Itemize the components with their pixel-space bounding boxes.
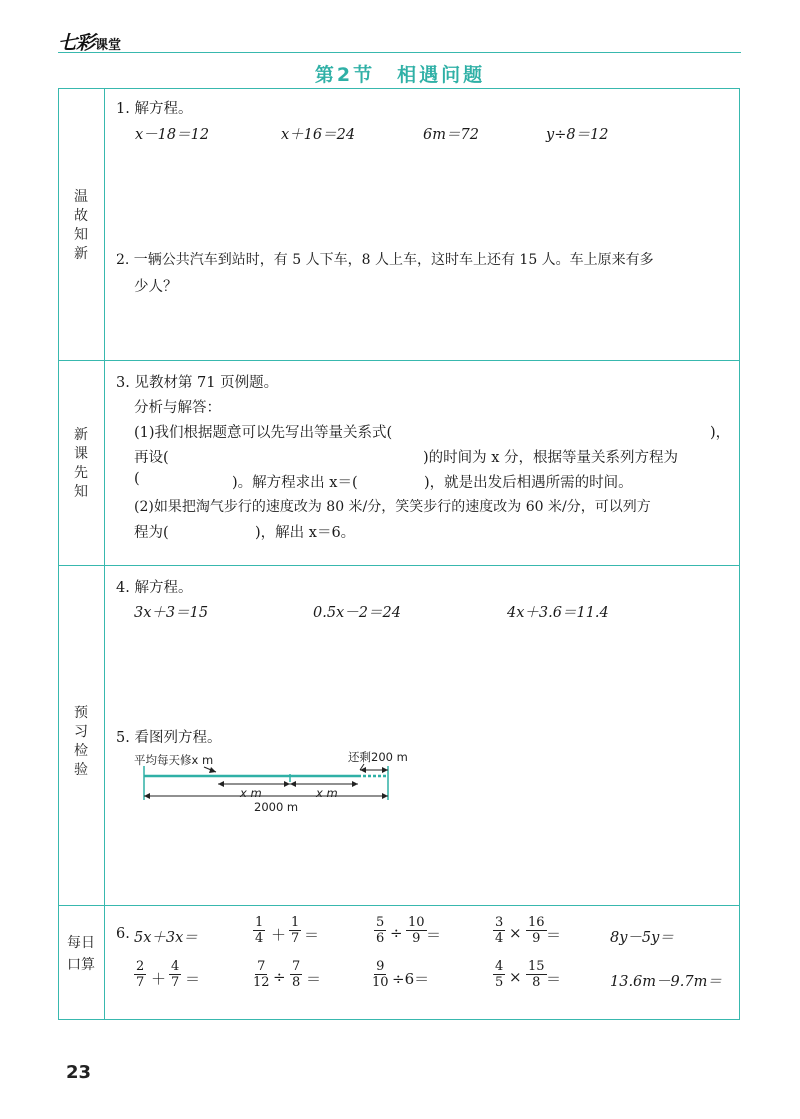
question-3-line: (1)我们根据题意可以先写出等量关系式( [134, 425, 393, 441]
line-segment-diagram [130, 750, 430, 820]
section-label-review: 温 故 知 新 [74, 189, 88, 262]
question-4-title: 4. 解方程。 [116, 580, 193, 596]
header-rule [58, 52, 741, 53]
calc-item: 13.6m－9.7m＝ [610, 974, 722, 990]
operator: ＝ [426, 926, 442, 944]
operator: ＋ [151, 970, 167, 988]
section-label-new-lesson: 新 课 先 知 [74, 427, 88, 500]
worksheet-frame [58, 88, 740, 1020]
operator: ÷6＝ [392, 970, 430, 988]
equation: y÷8＝12 [546, 127, 609, 143]
brand-logo: 七彩课堂 [58, 32, 122, 54]
question-3-subtitle: 分析与解答： [134, 400, 221, 416]
operator: ＋ [271, 926, 287, 944]
total-label: 2000 m [254, 800, 299, 814]
operator: ＝ [185, 970, 201, 988]
question-6-label: 6. [116, 926, 130, 942]
question-3-line: 程为( [134, 525, 169, 541]
question-3-line: )，解出 x＝6。 [255, 525, 356, 541]
question-3-line: )的时间为 x 分，根据等量关系列方程为 [423, 450, 679, 466]
question-3-title: 3. 见教材第 71 页例题。 [116, 375, 279, 391]
question-3-line: 再设( [134, 450, 169, 466]
fraction: $\frac{1}{4}$ [255, 915, 264, 946]
calc-item: 8y－5y＝ [610, 930, 674, 946]
equation: 4x＋3.6＝11.4 [507, 605, 609, 621]
equation: 3x＋3＝15 [134, 605, 209, 621]
fraction: $\frac{3}{4}$ [495, 915, 504, 946]
question-3-line: (2)如果把淘气步行的速度改为 80 米/分，笑笑步行的速度改为 60 米/分，可以列方 [134, 499, 651, 515]
remain-label: 还剩200 m [348, 750, 408, 764]
row-divider [58, 360, 740, 361]
operator: ÷ [273, 968, 286, 986]
fraction: $\frac{4}{5}$ [495, 959, 504, 990]
fraction: $\frac{15}{8}$ [528, 959, 545, 990]
operator: ＝ [304, 926, 320, 944]
fraction: $\frac{7}{12}$ [253, 959, 270, 990]
section-label-mental-math: 每日 口算 [67, 935, 95, 973]
row-divider [58, 565, 740, 566]
fraction: $\frac{7}{8}$ [292, 959, 301, 990]
section-label-preview-check: 预 习 检 验 [74, 705, 88, 778]
fraction: $\frac{9}{10}$ [372, 959, 389, 990]
equation: x－18＝12 [135, 127, 210, 143]
page-number: 23 [66, 1062, 92, 1083]
fraction: $\frac{2}{7}$ [136, 959, 145, 990]
question-1-title: 1. 解方程。 [116, 101, 193, 117]
fraction: $\frac{4}{7}$ [171, 959, 180, 990]
segment-label: x m [316, 786, 338, 800]
label-column-divider [104, 88, 105, 1020]
question-3-line: )，就是出发后相遇所需的时间。 [424, 475, 633, 491]
fraction: $\frac{10}{9}$ [408, 915, 425, 946]
daily-label: 平均每天修x m [134, 753, 214, 767]
section-title: 第2节 相遇问题 [314, 64, 486, 86]
operator: ÷ [390, 924, 403, 942]
question-5-title: 5. 看图列方程。 [116, 730, 222, 746]
question-3-line: ( [134, 471, 140, 487]
operator: × [509, 968, 522, 986]
question-2-text-cont: 少人？ [134, 279, 178, 295]
question-2-text: 2. 一辆公共汽车到站时，有 5 人下车，8 人上车，这时车上还有 15 人。车上原来有多 [116, 252, 654, 268]
equation: x＋16＝24 [281, 127, 356, 143]
equation: 6m＝72 [423, 127, 479, 143]
operator: ＝ [546, 970, 562, 988]
row-divider [58, 905, 740, 906]
question-3-line: )。解方程求出 x＝( [232, 475, 358, 491]
calc-item: 5x＋3x＝ [134, 930, 198, 946]
fraction: $\frac{1}{7}$ [291, 915, 300, 946]
segment-label: x m [240, 786, 262, 800]
operator: × [509, 924, 522, 942]
fraction: $\frac{5}{6}$ [376, 915, 385, 946]
operator: ＝ [546, 926, 562, 944]
question-3-line-end: )， [710, 425, 731, 441]
operator: ＝ [306, 970, 322, 988]
fraction: $\frac{16}{9}$ [528, 915, 545, 946]
equation: 0.5x－2＝24 [313, 605, 401, 621]
